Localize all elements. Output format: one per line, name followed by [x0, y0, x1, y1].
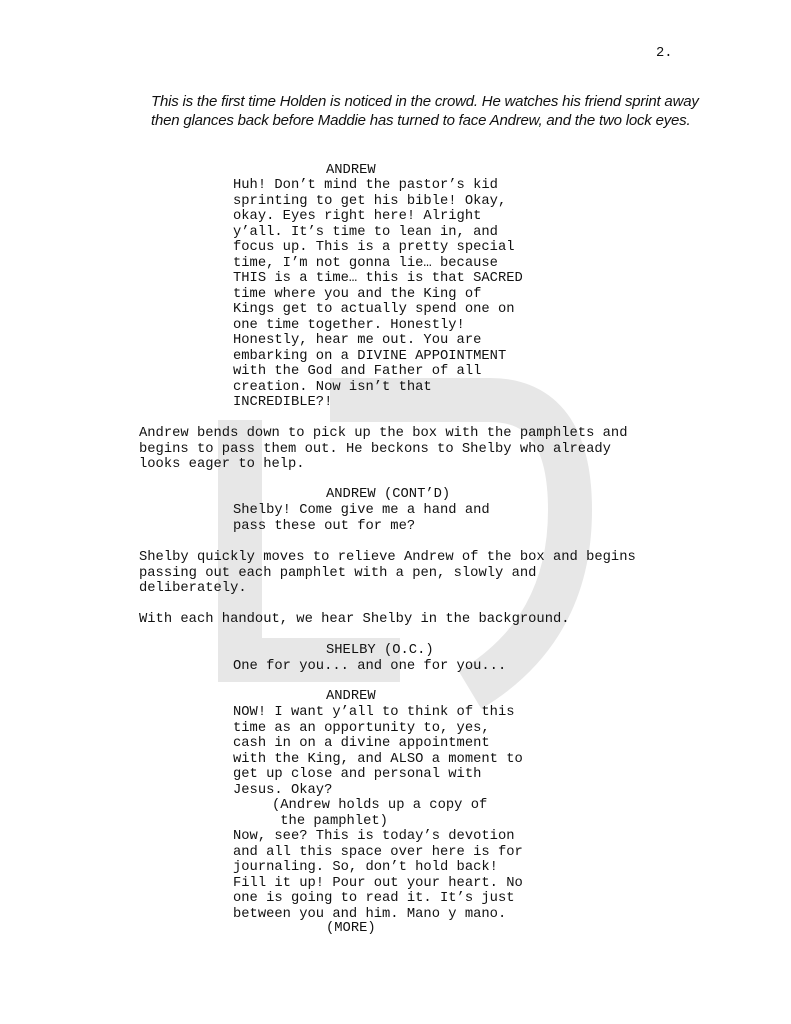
- action-line: With each handout, we hear Shelby in the background.: [139, 612, 570, 627]
- character-name: ANDREW (CONT’D): [326, 487, 451, 502]
- page-number: 2.: [656, 46, 673, 61]
- dialogue: Now, see? This is today’s devotion and all this space over here is for journaling. So, don’t hold back! Fill it up! Pour out your heart. No one is going to read it. It’s just between you and him. Mano y mano.: [233, 829, 523, 922]
- dialogue: NOW! I want y’all to think of this time as an opportunity to, yes, cash in on a divine appointment with the King, and ALSO a moment to get up close and personal with Jesus. Okay?: [233, 705, 523, 798]
- intro-italic-note: This is the first time Holden is noticed in the crowd. He watches his friend sprint away then glances back before Maddie has turned to face Andrew, and the two lock eyes.: [151, 93, 699, 129]
- character-name: ANDREW: [326, 689, 376, 704]
- more-marker: (MORE): [326, 921, 376, 936]
- dialogue: Huh! Don’t mind the pastor’s kid sprinting to get his bible! Okay, okay. Eyes right here! Alright y’all. It’s time to lean in, and focus up. This is a pretty special time, I’m not gonna lie… because THIS is a time… this is that SACRED time where you and the King of Kings get to actually spend one on one time together. Honestly! Honestly, hear me out. You are embarking on a DIVINE APPOINTMENT with the God and Father of all creation. Now isn’t that INCREDIBLE?!: [233, 178, 523, 410]
- character-name: ANDREW: [326, 163, 376, 178]
- parenthetical: (Andrew holds up a copy of the pamphlet): [272, 798, 488, 829]
- action-line: Andrew bends down to pick up the box with the pamphlets and begins to pass them out. He beckons to Shelby who already looks eager to help.: [139, 426, 628, 472]
- character-name: SHELBY (O.C.): [326, 643, 434, 658]
- dialogue: Shelby! Come give me a hand and pass these out for me?: [233, 503, 490, 534]
- action-line: Shelby quickly moves to relieve Andrew of the box and begins passing out each pamphlet with a pen, slowly and deliberately.: [139, 550, 636, 596]
- dialogue: One for you... and one for you...: [233, 659, 507, 674]
